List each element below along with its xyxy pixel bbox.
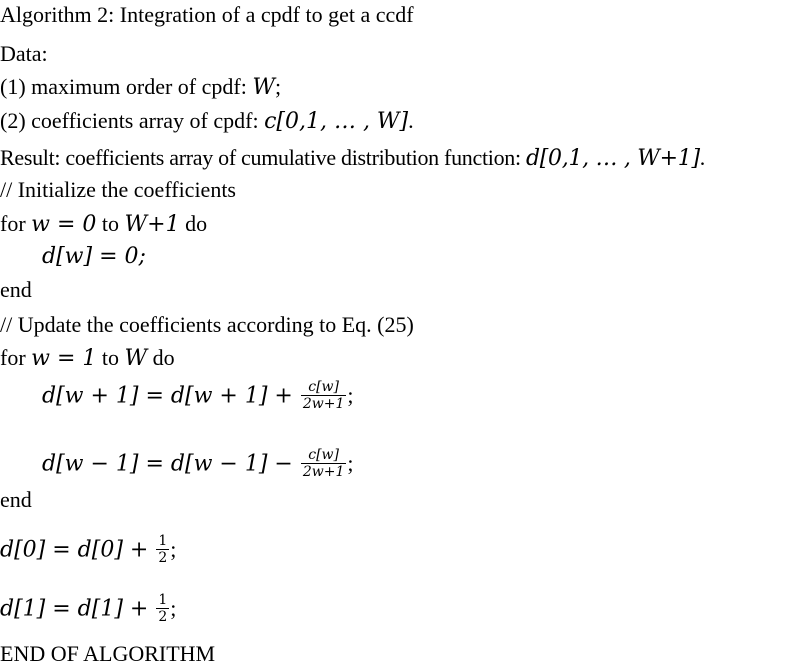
fin1-lhs: d[0] = d[0] + [0, 537, 156, 563]
upd2-numerator: c[w] [301, 447, 347, 464]
end-1: end [0, 277, 32, 302]
data-item-2 [0, 108, 414, 135]
algorithm-title: Algorithm 2: Integration of a cpdf to get a ccdf [0, 2, 414, 27]
upd1-fraction [301, 379, 347, 412]
fin2-fraction [156, 592, 169, 625]
item1-suffix: ; [274, 74, 282, 99]
upd1-denominator: 2w+1 [302, 396, 345, 412]
upd2-lhs: d[w − 1] = d[w − 1] − [42, 451, 300, 477]
end-2: end [0, 487, 32, 512]
upd2-fraction [301, 447, 347, 480]
data-item-1 [0, 74, 281, 101]
fin2-denominator: 2 [158, 609, 168, 625]
update-statement-1 [42, 381, 354, 414]
for1-var: w = 0 [31, 212, 97, 237]
fin1-tail: ; [170, 536, 177, 562]
for1-do: do [179, 211, 208, 236]
for2-to: to [96, 345, 125, 370]
final-statement-1 [0, 535, 176, 568]
for1-to: to [96, 211, 125, 236]
result-line [0, 145, 705, 172]
upd2-tail: ; [347, 450, 354, 476]
item1-var: W [252, 75, 275, 100]
for-loop-1 [0, 211, 207, 238]
item2-math: c[0,1, … , W] [264, 109, 409, 134]
data-label: Data: [0, 41, 48, 66]
upd2-denominator: 2w+1 [302, 464, 345, 480]
for1-keyword: for [0, 211, 32, 236]
for2-end: W [124, 346, 148, 371]
comment-initialize: // Initialize the coefficients [0, 177, 236, 202]
fin1-numerator: 1 [158, 533, 168, 549]
item2-prefix: (2) coefficients array of cpdf: [0, 108, 265, 133]
for2-var: w = 1 [31, 346, 97, 371]
fin2-numerator: 1 [158, 592, 168, 608]
result-prefix: Result: coefficients array of cumulative distribution function: [0, 145, 526, 170]
update-statement-2 [42, 449, 354, 482]
fin1-denominator: 2 [158, 550, 168, 566]
upd1-tail: ; [347, 382, 354, 408]
fin1-fraction [156, 533, 169, 566]
fin2-lhs: d[1] = d[1] + [0, 596, 156, 622]
result-suffix: . [699, 145, 705, 170]
comment-update: // Update the coefficients according to Eq. (25) [0, 312, 414, 337]
item2-suffix: . [408, 108, 414, 133]
fin2-tail: ; [170, 595, 177, 621]
init-statement: d[w] = 0; [42, 244, 146, 269]
for-loop-2 [0, 345, 175, 372]
for1-end: W+1 [124, 212, 180, 237]
for2-do: do [147, 345, 175, 370]
upd1-numerator: c[w] [301, 379, 347, 396]
end-of-algorithm: END OF ALGORITHM [0, 641, 216, 666]
final-statement-2 [0, 594, 176, 627]
for2-keyword: for [0, 345, 32, 370]
upd1-lhs: d[w + 1] = d[w + 1] + [42, 383, 300, 409]
item1-prefix: (1) maximum order of cpdf: [0, 74, 253, 99]
result-math: d[0,1, … , W+1] [525, 146, 700, 171]
